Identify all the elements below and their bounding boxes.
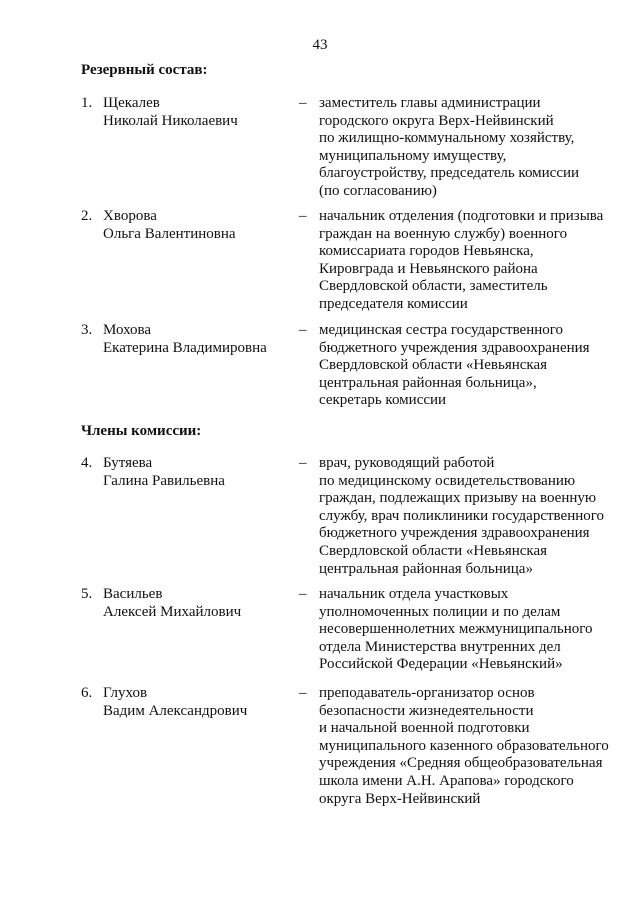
description-line: и начальной военной подготовки [319,720,530,737]
description-line: начальник отдела участковых [319,586,509,602]
person-name [103,455,293,490]
description-line: отдела Министерства внутренних дел [319,638,561,655]
description-line: по медицинскому освидетельствованию [319,472,576,489]
description-line: уполномоченных полиции и по делам [319,603,561,620]
person-surname: Глухов [103,685,148,701]
description-line: службу, врач поликлиники государственного [319,507,605,524]
section-heading-members: Члены комиссии: [81,423,202,439]
dash-separator: – [299,455,307,471]
person-given-names: Вадим Александрович [103,702,248,719]
item-number: 5. [81,586,93,602]
item-number: 2. [81,208,93,224]
person-name [103,586,293,621]
description-line: (по согласованию) [319,182,437,199]
description-line: Свердловской области, заместитель [319,278,548,295]
description-line: начальник отделения (подготовки и призыва [319,208,604,224]
description-line: учреждения «Средняя общеобразовательная [319,755,603,772]
description-line: Свердловской области «Невьянская [319,357,548,374]
description-line: граждан, подлежащих призыву на военную [319,490,597,507]
item-number: 6. [81,685,93,701]
person-surname: Щекалев [103,95,160,111]
description-line: Российской Федерации «Невьянский» [319,656,563,673]
description-line: медицинская сестра государственного [319,322,564,338]
description-line: муниципальному имуществу, [319,147,507,164]
person-given-names: Николай Николаевич [103,112,238,129]
description-line: врач, руководящий работой [319,455,495,471]
position-description [319,322,624,410]
description-line: по жилищно-коммунальному хозяйству, [319,130,575,147]
description-line: граждан на военную службу) военного [319,225,568,242]
description-line: округа Верх-Нейвинский [319,790,481,807]
description-line: центральная районная больница» [319,560,533,577]
description-line: Кировграда и Невьянского района [319,260,538,277]
person-surname: Бутяева [103,455,153,471]
position-description [319,586,624,674]
description-line: городского округа Верх-Нейвинский [319,112,554,129]
dash-separator: – [299,322,307,338]
person-given-names: Алексей Михайлович [103,603,242,620]
person-name [103,95,293,130]
description-line: благоустройству, председатель комиссии [319,165,580,182]
dash-separator: – [299,685,307,701]
description-line: муниципального казенного образовательного [319,737,609,754]
section-heading-reserve: Резервный состав: [81,62,208,78]
page-number: 43 [312,37,328,53]
person-given-names: Екатерина Владимировна [103,339,267,356]
description-line: заместитель главы администрации [319,95,541,111]
position-description [319,208,624,314]
person-name [103,685,293,720]
description-line: безопасности жизнедеятельности [319,702,534,719]
item-number: 4. [81,455,93,471]
person-surname: Хворова [103,208,157,224]
description-line: несовершеннолетних межмуниципального [319,621,593,638]
item-number: 1. [81,95,93,111]
person-name [103,208,293,243]
description-line: Свердловской области «Невьянская [319,542,548,559]
dash-separator: – [299,586,307,602]
position-description [319,95,624,201]
description-line: центральная районная больница», [319,374,537,391]
person-name [103,322,293,357]
dash-separator: – [299,95,307,111]
person-given-names: Ольга Валентиновна [103,225,236,242]
dash-separator: – [299,208,307,224]
person-surname: Мохова [103,322,152,338]
position-description [319,685,624,808]
position-description [319,455,624,578]
description-line: комиссариата городов Невьянска, [319,243,534,260]
description-line: бюджетного учреждения здравоохранения [319,339,590,356]
person-given-names: Галина Равильевна [103,472,225,489]
description-line: председателя комиссии [319,295,468,312]
description-line: бюджетного учреждения здравоохранения [319,525,590,542]
description-line: школа имени А.Н. Арапова» городского [319,772,574,789]
item-number: 3. [81,322,93,338]
description-line: преподаватель-организатор основ [319,685,535,701]
person-surname: Васильев [103,586,163,602]
description-line: секретарь комиссии [319,392,447,409]
